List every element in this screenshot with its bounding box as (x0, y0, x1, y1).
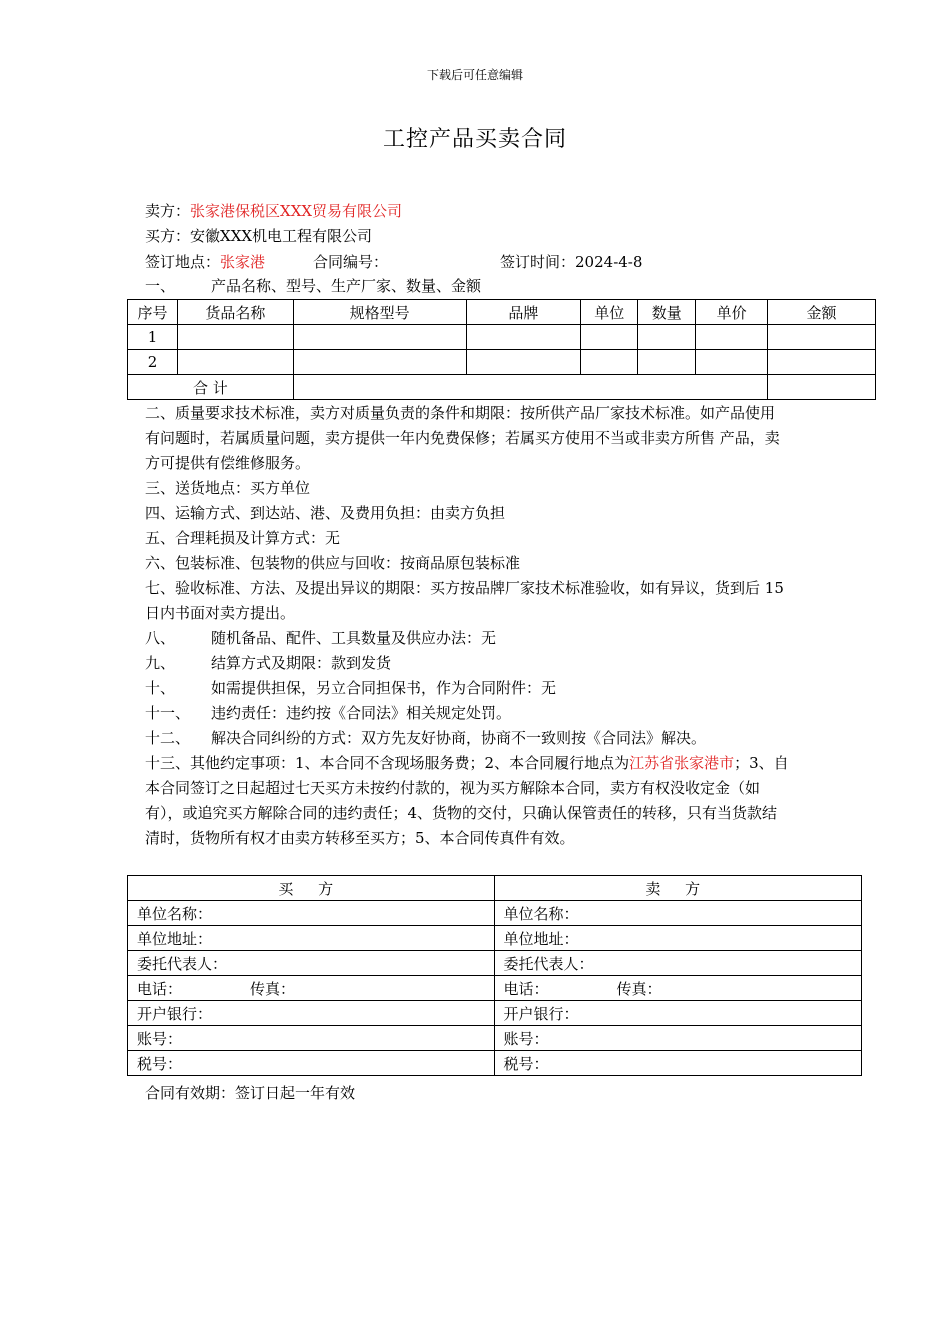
clause-8-text: 随机备品、配件、工具数量及供应办法：无 (211, 629, 497, 647)
seller-phone-fax (494, 976, 862, 1001)
section-1-text: 产品名称、型号、生产厂家、数量、金额 (211, 277, 482, 295)
fax-label: 传真： (250, 979, 296, 998)
phone-label: 电话： (503, 979, 549, 998)
clause-10-text: 如需提供担保，另立合同担保书，作为合同附件：无 (211, 679, 557, 697)
clause-6: 六、包装标准、包装物的供应与回收：按商品原包装标准 (145, 554, 521, 572)
buyer-field: 单位名称： (128, 901, 495, 926)
table-cell: 2 (128, 350, 178, 375)
seller-field: 开户银行： (494, 1001, 862, 1026)
table-row (128, 926, 862, 951)
buyer-header: 买 方 (128, 876, 495, 901)
table-cell (466, 350, 581, 375)
table-row (128, 976, 862, 1001)
table-cell (581, 325, 638, 350)
clause-13-line (145, 751, 865, 776)
total-label: 合 计 (128, 375, 294, 400)
fax-label: 传真： (616, 979, 662, 998)
table-cell (696, 325, 768, 350)
table-cell (768, 325, 876, 350)
buyer-field: 税号： (128, 1051, 495, 1076)
clause-7-line: 七、验收标准、方法、及提出异议的期限：买方按品牌厂家技术标准验收，如有异议，货到后 15 (145, 579, 784, 597)
buyer-line (145, 226, 372, 246)
sign-time (500, 252, 642, 272)
sign-place-label: 签订地点： (145, 253, 221, 271)
section-1-num: 一、 (145, 277, 176, 295)
table-cell (177, 350, 293, 375)
clause-12 (145, 726, 865, 751)
table-cell (293, 350, 466, 375)
buyer-label: 买方： (145, 227, 191, 245)
seller-label: 卖方： (145, 202, 191, 220)
clause-8-num: 八、 (145, 629, 176, 647)
clause-10 (145, 676, 865, 701)
table-row (128, 1051, 862, 1076)
table-row (128, 350, 876, 375)
goods-table-header (128, 300, 876, 325)
buyer-phone-fax (128, 976, 495, 1001)
phone-label: 电话： (137, 979, 183, 998)
buyer-field: 账号： (128, 1026, 495, 1051)
clause-5: 五、合理耗损及计算方式：无 (145, 529, 341, 547)
clauses (145, 401, 865, 851)
clause-13-line: 清时，货物所有权才由卖方转移至买方；5、本合同传真件有效。 (145, 829, 575, 847)
seller-field: 税号： (494, 1051, 862, 1076)
table-cell (638, 325, 696, 350)
clause-11-num: 十一、 (145, 704, 191, 722)
table-row (128, 1001, 862, 1026)
clause-9 (145, 651, 865, 676)
total-amount (768, 375, 876, 400)
seller-field: 单位名称： (494, 901, 862, 926)
sign-line (145, 252, 643, 272)
buyer-field: 单位地址： (128, 926, 495, 951)
clause-9-num: 九、 (145, 654, 176, 672)
clause-2-line: 二、质量要求技术标准，卖方对质量负责的条件和期限：按所供产品厂家技术标准。如产品使用 (145, 404, 776, 422)
goods-table (127, 299, 876, 400)
parties-header (128, 876, 862, 901)
contract-no-label: 合同编号： (313, 253, 389, 271)
clause-12-text: 解决合同纠纷的方式：双方先友好协商，协商不一致则按《合同法》解决。 (211, 729, 707, 747)
sign-place-value: 张家港 (220, 253, 266, 271)
clause-8 (145, 626, 865, 651)
clause-13-b: ；3、自 (734, 754, 789, 772)
clause-4: 四、运输方式、到达站、港、及费用负担：由卖方负担 (145, 504, 506, 522)
seller-field: 单位地址： (494, 926, 862, 951)
table-cell (696, 350, 768, 375)
table-cell (466, 325, 581, 350)
col-header: 品牌 (466, 300, 581, 325)
clause-9-text: 结算方式及期限：款到发货 (211, 654, 392, 672)
table-cell (293, 325, 466, 350)
clause-2-line: 有问题时，若属质量问题，卖方提供一年内免费保修；若属买方使用不当或非卖方所售 产品，卖 (145, 429, 780, 447)
buyer-field: 开户银行： (128, 1001, 495, 1026)
clause-12-num: 十二、 (145, 729, 191, 747)
seller-field: 账号： (494, 1026, 862, 1051)
seller-field: 委托代表人： (494, 951, 862, 976)
table-row (128, 901, 862, 926)
table-row (128, 1026, 862, 1051)
table-cell (638, 350, 696, 375)
clause-2-line: 方可提供有偿维修服务。 (145, 454, 311, 472)
table-cell: 1 (128, 325, 178, 350)
total-row (128, 375, 876, 400)
table-cell (581, 350, 638, 375)
col-header: 数量 (638, 300, 696, 325)
clause-7-line: 日内书面对卖方提出。 (145, 604, 296, 622)
col-header: 序号 (128, 300, 178, 325)
table-row (128, 951, 862, 976)
total-cell (293, 375, 767, 400)
section-1-heading (145, 276, 481, 296)
col-header: 单位 (581, 300, 638, 325)
clause-13-line: 有），或追究买方解除合同的违约责任；4、货物的交付，只确认保管责任的转移，只有当货款结 (145, 804, 778, 822)
seller-name: 张家港保税区XXX贸易有限公司 (190, 202, 403, 220)
table-cell (177, 325, 293, 350)
clause-13-a: 十三、其他约定事项：1、本合同不含现场服务费；2、本合同履行地点为 (145, 754, 630, 772)
sign-time-label: 签订时间： (500, 253, 576, 271)
col-header: 规格型号 (293, 300, 466, 325)
clause-11-text: 违约责任：违约按《合同法》相关规定处罚。 (211, 704, 512, 722)
col-header: 货品名称 (177, 300, 293, 325)
clause-13-line: 本合同签订之日起超过七天买方未按约付款的，视为买方解除本合同，卖方有权没收定金（如 (145, 779, 761, 797)
seller-header: 卖 方 (494, 876, 862, 901)
clause-3: 三、送货地点：买方单位 (145, 479, 311, 497)
header-note: 下载后可任意编辑 (426, 68, 523, 82)
table-cell (768, 350, 876, 375)
seller-line (145, 201, 402, 221)
clause-11 (145, 701, 865, 726)
buyer-name: 安徽XXX机电工程有限公司 (190, 227, 373, 245)
buyer-field: 委托代表人： (128, 951, 495, 976)
clause-13-place: 江苏省张家港市 (629, 754, 735, 772)
page-title: 工控产品买卖合同 (382, 127, 567, 152)
col-header: 金额 (768, 300, 876, 325)
validity-note: 合同有效期：签订日起一年有效 (145, 1084, 356, 1102)
clause-10-num: 十、 (145, 679, 176, 697)
col-header: 单价 (696, 300, 768, 325)
sign-time-value: 2024-4-8 (575, 253, 643, 271)
table-row (128, 325, 876, 350)
parties-table (127, 875, 862, 1076)
